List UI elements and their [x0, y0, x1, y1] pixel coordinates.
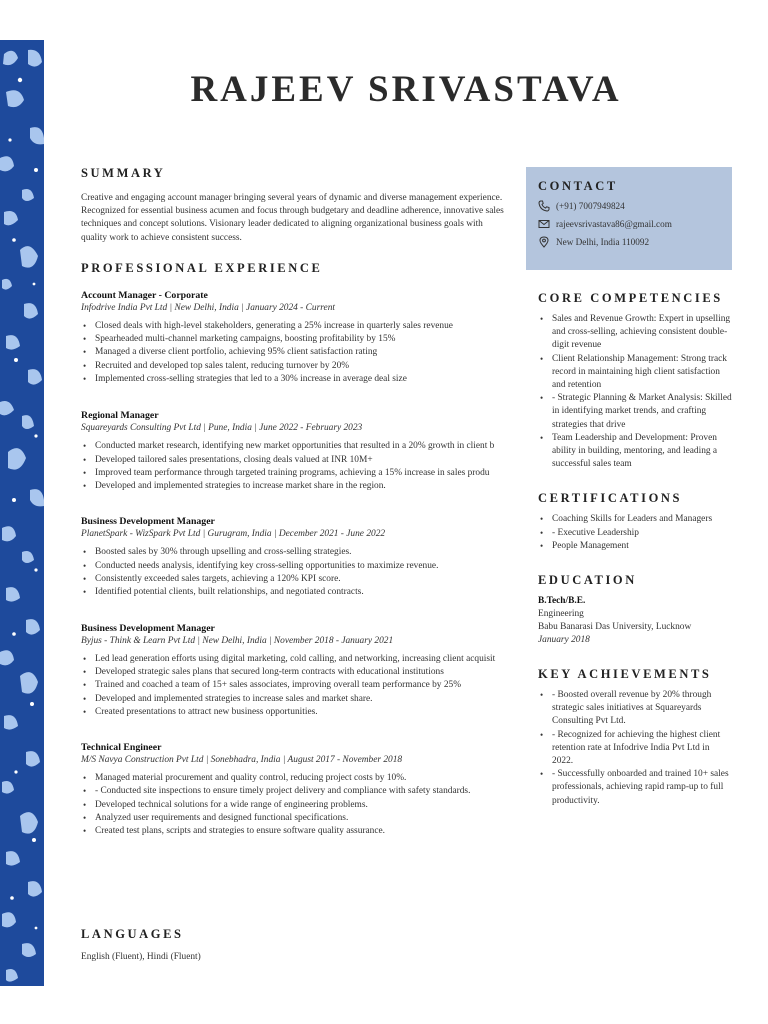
decorative-sidebar — [0, 40, 44, 986]
certifications-heading: CERTIFICATIONS — [538, 491, 683, 506]
location-pin-icon — [538, 236, 550, 248]
phone-text: (+91) 7007949824 — [556, 201, 625, 211]
education-date: January 2018 — [538, 635, 590, 646]
bullet-item: • Spearheaded multi-channel marketing campaigns, boosting profitability by 15% — [81, 333, 505, 346]
bullet-item: • - Conducted site inspections to ensure timely project delivery and compliance with safety standards. — [81, 785, 505, 798]
bullet-item: • Identified potential clients, built relationships, and negotiated contracts. — [81, 586, 505, 599]
job-bullets — [81, 546, 505, 599]
email-text: rajeevsrivastava86@gmail.com — [556, 219, 672, 229]
job-title: Account Manager - Corporate — [81, 289, 208, 301]
achievements-list — [538, 689, 732, 808]
education-heading: EDUCATION — [538, 573, 637, 588]
job-entry — [81, 289, 505, 386]
achievement-item: • - Successfully onboarded and trained 10+ sales professionals, achieving rapid ramp-up to full productivity. — [538, 768, 732, 808]
education-degree: B.Tech/B.E. — [538, 596, 586, 607]
certification-item: • People Management — [538, 540, 732, 553]
bullet-item: • Improved team performance through targeted training programs, achieving a 15% increase in sales produ — [81, 467, 505, 480]
education-field: Engineering — [538, 609, 584, 620]
job-meta: PlanetSpark - WizSpark Pvt Ltd | Gurugram, India | December 2021 - June 2022 — [81, 529, 386, 540]
phone-icon — [538, 200, 550, 212]
bullet-item: • Recruited and developed top sales talent, reducing turnover by 20% — [81, 360, 505, 373]
bullet-item: • Trained and coached a team of 15+ sales associates, improving overall team performance by 25% — [81, 679, 505, 692]
bullet-item: • Led lead generation efforts using digital marketing, cold calling, and networking, increasing client acquisit — [81, 653, 505, 666]
bullet-item: • Developed tailored sales presentations, closing deals valued at INR 10M+ — [81, 454, 505, 467]
job-entry — [81, 622, 505, 719]
job-entry — [81, 515, 505, 599]
bullet-item: • Conducted market research, identifying new market opportunities that resulted in a 20% growth in client b — [81, 440, 505, 453]
bullet-item: • Developed technical solutions for a wide range of engineering problems. — [81, 799, 505, 812]
bullet-item: • Boosted sales by 30% through upselling and cross-selling strategies. — [81, 546, 505, 559]
achievement-item: • - Boosted overall revenue by 20% through strategic sales initiatives at Squareyards Consulting Pvt Ltd. — [538, 689, 732, 729]
bullet-item: • Created test plans, scripts and strategies to ensure software quality assurance. — [81, 825, 505, 838]
contact-email — [538, 218, 720, 230]
job-meta: Infodrive India Pvt Ltd | New Delhi, India | January 2024 - Current — [81, 302, 335, 313]
certification-item: • Coaching Skills for Leaders and Managers — [538, 513, 732, 526]
achievements-heading: KEY ACHIEVEMENTS — [538, 667, 712, 682]
contact-location — [538, 236, 720, 248]
competency-item: • Sales and Revenue Growth: Expert in upselling and cross-selling, achieving consistent double-digit revenue — [538, 313, 732, 353]
languages-heading: LANGUAGES — [81, 927, 184, 941]
main-column — [81, 166, 505, 839]
candidate-name: RAJEEV SRIVASTAVA — [190, 69, 622, 110]
bullet-item: • Managed a diverse client portfolio, achieving 95% client satisfaction rating — [81, 346, 505, 359]
bullet-item: • Developed and implemented strategies to increase sales and market share. — [81, 693, 505, 706]
experience-heading: PROFESSIONAL EXPERIENCE — [81, 260, 323, 275]
competencies-heading: CORE COMPETENCIES — [538, 291, 723, 305]
job-entry — [81, 741, 505, 838]
competency-item: • Client Relationship Management: Strong track record in maintaining high client satisfaction and retention — [538, 353, 732, 393]
competency-item: • - Strategic Planning & Market Analysis: Skilled in identifying market trends, and crafting strategies that drive — [538, 392, 732, 432]
bullet-item: • Conducted needs analysis, identifying key cross-selling opportunities to maximize revenue. — [81, 560, 505, 573]
bullet-item: • Consistently exceeded sales targets, achieving a 120% KPI score. — [81, 573, 505, 586]
job-meta: Squareyards Consulting Pvt Ltd | Pune, India | June 2022 - February 2023 — [81, 423, 363, 434]
contact-phone — [538, 200, 720, 212]
location-text: New Delhi, India 110092 — [556, 237, 650, 247]
job-bullets — [81, 440, 505, 493]
bullet-item: • Developed and implemented strategies to increase market share in the region. — [81, 480, 505, 493]
job-bullets — [81, 772, 505, 838]
bullet-item: • Developed strategic sales plans that secured long-term contracts with educational institutions — [81, 666, 505, 679]
job-meta: Byjus - Think & Learn Pvt Ltd | New Delhi, India | November 2018 - January 2021 — [81, 635, 394, 646]
job-title: Technical Engineer — [81, 742, 162, 754]
bullet-item: • Implemented cross-selling strategies that led to a 30% increase in average deal size — [81, 373, 505, 386]
certifications-section — [526, 491, 732, 553]
side-column — [526, 167, 732, 808]
contact-heading: CONTACT — [538, 179, 618, 193]
bullet-item: • Closed deals with high-level stakeholders, generating a 25% increase in quarterly sales revenue — [81, 320, 505, 333]
job-title: Business Development Manager — [81, 622, 215, 634]
bullet-item: • Analyzed user requirements and designed functional specifications. — [81, 812, 505, 825]
competency-item: • Team Leadership and Development: Proven ability in building, mentoring, and leading a successful sales team — [538, 432, 732, 472]
job-meta: M/S Navya Construction Pvt Ltd | Sonebhadra, India | August 2017 - November 2018 — [81, 755, 403, 766]
job-bullets — [81, 653, 505, 719]
job-bullets — [81, 320, 505, 386]
education-section — [526, 573, 732, 647]
achievements-section — [526, 667, 732, 808]
bullet-item: • Managed material procurement and quality control, reducing project costs by 10%. — [81, 772, 505, 785]
competencies-section — [526, 291, 732, 471]
languages-text: English (Fluent), Hindi (Fluent) — [81, 952, 201, 962]
competencies-list — [538, 313, 732, 471]
summary-text: Creative and engaging account manager bringing several years of dynamic and diverse management experience. Recognized for essential business acumen and focus through budgetary and deadline adherence, innovative sales techniques and concept solutions. Visionary leader dedicated to aligning organizational business goals with quality work to achieve consistent success. — [81, 193, 504, 243]
certifications-list — [538, 513, 732, 553]
job-entry — [81, 409, 505, 493]
education-school: Babu Banarasi Das University, Lucknow — [538, 622, 692, 633]
bullet-item: • Created presentations to attract new business opportunities. — [81, 706, 505, 719]
mail-icon — [538, 218, 550, 230]
job-title: Regional Manager — [81, 410, 159, 422]
summary-heading: SUMMARY — [81, 166, 166, 180]
terrazzo-pattern — [0, 40, 44, 986]
contact-box — [526, 167, 732, 270]
achievement-item: • - Recognized for achieving the highest client retention rate at Infodrive India Pvt Ltd in 2022. — [538, 729, 732, 769]
certification-item: • - Executive Leadership — [538, 527, 732, 540]
job-title: Business Development Manager — [81, 516, 215, 528]
